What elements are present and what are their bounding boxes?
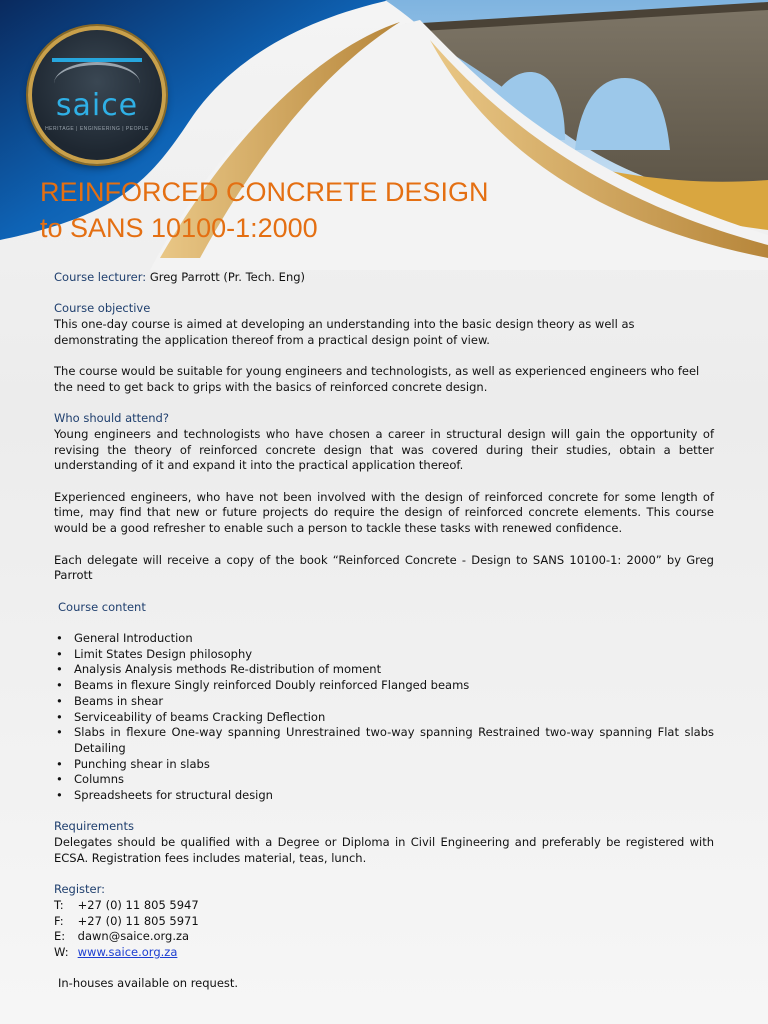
register-email	[54, 929, 714, 945]
email-label: E:	[54, 929, 66, 944]
objective-paragraph-2: The course would be suitable for young engineers and technologists, as well as experienced engineers who feel the need to get back to grips with the basics of reinforced concrete design.	[54, 364, 700, 394]
attend-paragraph-2: Experienced engineers, who have not been involved with the design of reinforced concrete for some length of time, may find that new or future projects do require the design of reinforced concrete elements. This course would be a good refresher to enable such a person to tackle these tasks with renewed confidence.	[54, 489, 714, 536]
attend-paragraph-3: Each delegate will receive a copy of the book “Reinforced Concrete - Design to SANS 10100-1: 2000” by Greg Parrott	[54, 552, 714, 583]
website-link[interactable]: www.saice.org.za	[77, 945, 178, 960]
list-item: • Beams in flexure Singly reinforced Doubly reinforced Flanged beams	[54, 678, 714, 694]
objective-paragraph-1: This one-day course is aimed at developing an understanding into the basic design theory as well as demonstrating the application thereof from a practical design point of view.	[54, 317, 635, 347]
list-item: • General Introduction	[54, 631, 714, 647]
page-title	[40, 174, 489, 246]
header-banner	[0, 0, 768, 270]
lecturer-label: Course lecturer:	[54, 270, 147, 284]
phone-number: +27 (0) 11 805 5947	[77, 897, 199, 912]
title-line-2: to SANS 10100-1:2000	[40, 213, 318, 243]
list-item: • Columns	[54, 772, 714, 788]
requirements-text: Delegates should be qualified with a Degree or Diploma in Civil Engineering and preferably be registered with ECSA. Registration fees includes material, teas, lunch.	[54, 835, 714, 865]
register-phone	[54, 898, 714, 914]
email-address: dawn@saice.org.za	[77, 929, 190, 944]
register-heading: Register:	[54, 882, 106, 897]
logo-wordmark: saice	[55, 88, 139, 123]
fax-label: F:	[54, 913, 64, 928]
list-item: • Beams in shear	[54, 694, 714, 710]
web-label: W:	[54, 945, 69, 960]
list-item: • Analysis Analysis methods Re-distribution of moment	[54, 662, 714, 678]
fax-number: +27 (0) 11 805 5971	[77, 913, 199, 928]
objective-heading: Course objective	[54, 301, 151, 316]
lecturer-name: Greg Parrott (Pr. Tech. Eng)	[149, 270, 306, 284]
course-body	[54, 270, 714, 992]
attend-heading: Who should attend?	[54, 411, 169, 426]
content-heading: Course content	[58, 599, 146, 614]
list-item: • Slabs in flexure One-way spanning Unrestrained two-way spanning Restrained two-way spanning Flat slabs Detailing	[54, 725, 714, 756]
list-item: • Spreadsheets for structural design	[54, 788, 714, 804]
lecturer-line	[54, 270, 714, 286]
register-web	[54, 945, 714, 961]
phone-label: T:	[54, 897, 64, 912]
list-item: • Limit States Design philosophy	[54, 647, 714, 663]
title-line-1: REINFORCED CONCRETE DESIGN	[40, 177, 489, 207]
register-fax	[54, 914, 714, 930]
list-item: • Serviceability of beams Cracking Deflection	[54, 710, 714, 726]
requirements-heading: Requirements	[54, 819, 134, 834]
content-list	[54, 631, 714, 804]
logo-tagline: HERITAGE | ENGINEERING | PEOPLE	[45, 126, 149, 132]
saice-logo	[28, 26, 166, 164]
attend-paragraph-1: Young engineers and technologists who have chosen a career in structural design will gain the opportunity of revising the theory of reinforced concrete design that was covered during their studies, obtain a better understanding of it and expand it into the practical application thereof.	[54, 426, 714, 473]
list-item: • Punching shear in slabs	[54, 757, 714, 773]
footer-note: In-houses available on request.	[58, 976, 239, 991]
